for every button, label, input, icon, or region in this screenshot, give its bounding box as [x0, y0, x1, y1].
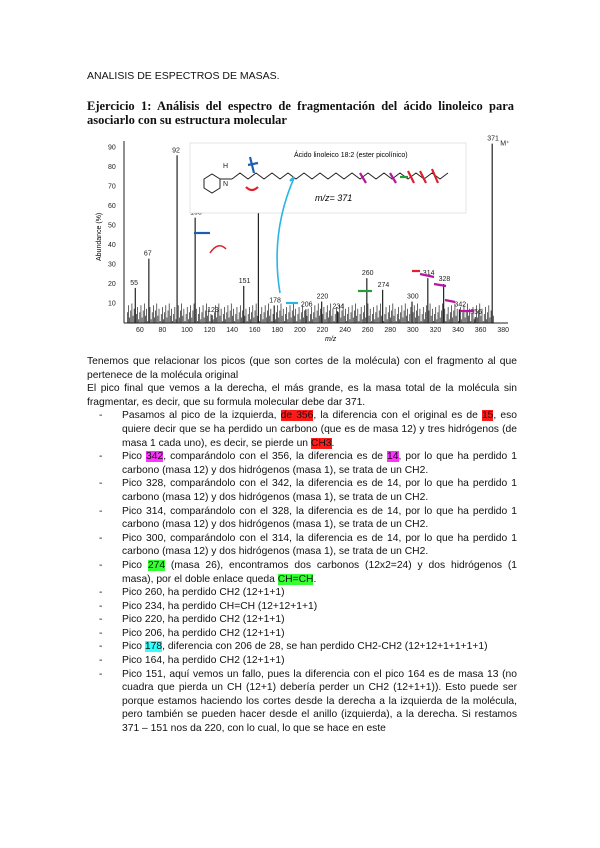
svg-text:N: N — [223, 181, 229, 188]
list-text: Pico 234, ha perdido CH=CH (12+12+1+1) — [122, 600, 318, 612]
x-tick-label: 140 — [226, 327, 238, 334]
y-tick-label: 30 — [108, 261, 116, 269]
y-tick-label: 20 — [108, 281, 116, 288]
peak-label: 260 — [361, 270, 374, 278]
x-tick-label: 160 — [248, 327, 261, 334]
peak-label: 206 — [300, 301, 313, 309]
peak-label: 356 — [470, 309, 482, 317]
peak-label: 220 — [316, 293, 329, 301]
y-tick-label: 70 — [108, 183, 116, 191]
list-text: Pico — [122, 641, 145, 653]
svg-text:H: H — [223, 163, 229, 170]
x-tick-label: 120 — [203, 327, 216, 334]
list-text: , la diferencia con el original es de — [313, 410, 482, 422]
x-tick-label: 80 — [158, 327, 167, 334]
x-tick-label: 280 — [384, 327, 397, 334]
x-tick-label: 260 — [361, 327, 374, 334]
list-text: Pico 220, ha perdido CH2 (12+1+1) — [122, 614, 285, 626]
y-axis-label: Abundance (%) — [96, 212, 103, 261]
x-tick-label: 200 — [294, 327, 306, 334]
highlighted-value: 15 — [481, 410, 494, 422]
y-tick-label: 90 — [108, 144, 116, 152]
peak-label: 178 — [269, 297, 281, 305]
body-text — [87, 355, 517, 736]
x-tick-label: 320 — [429, 327, 442, 334]
list-item — [87, 477, 517, 504]
highlighted-value: 342 — [146, 451, 164, 463]
x-tick-label: 380 — [497, 327, 510, 334]
list-text: Pico 300, comparándolo con el 314, la diferencia es de 14, por lo que ha perdido 1 carbono (masa 12) y dos hidrógenos (masa 1), se trata de un CH2. — [122, 532, 517, 558]
peak-label: M⁺ — [500, 140, 510, 148]
x-tick-label: 300 — [407, 327, 419, 334]
list-text: (masa 26), encontramos dos carbonos (12x2=24) y dos hidrógenos (1 masa), por el doble enlace queda — [122, 559, 517, 585]
list-text: , eso quiere decir que se ha perdido un carbono (que es de masa 12) y tres hidrógenos (de masa 1 cada uno), es decir, se pierde un — [122, 410, 517, 449]
list-text: , diferencia con 206 de 28, se han perdido CH2-CH2 (12+12+1+1+1+1) — [162, 641, 488, 653]
y-tick-label: 10 — [108, 300, 116, 308]
x-tick-label: 60 — [135, 327, 144, 334]
peak-label: 300 — [407, 293, 419, 301]
peak-label: 328 — [438, 276, 451, 283]
peak-label: 234 — [332, 303, 345, 311]
list-text: Pasamos al pico de la izquierda, — [122, 410, 281, 422]
list-text: , por lo que ha perdido 1 carbono (masa 12) y dos hidrógenos (masa 1), se trata de un CH2. — [122, 451, 517, 476]
list-item — [87, 627, 517, 641]
x-tick-label: 240 — [339, 327, 351, 334]
y-tick-label: 60 — [108, 203, 116, 210]
list-item — [87, 532, 517, 559]
highlighted-value: 274 — [147, 559, 166, 571]
peak-label: 123 — [207, 307, 219, 315]
list-text: Pico 328, comparándolo con el 342, la diferencia es de 14, por lo que ha perdido 1 carbono (masa 12) y dos hidrógenos (masa 1), se trata de un CH2. — [122, 478, 517, 503]
list-item — [87, 600, 517, 614]
highlighted-value: CH=CH — [277, 573, 314, 585]
list-text: . — [331, 437, 335, 449]
peak-label: 92 — [172, 147, 180, 155]
list-item — [87, 613, 517, 627]
y-tick-label: 80 — [108, 164, 116, 171]
x-tick-label: 360 — [474, 327, 487, 334]
inset-mz: m/z= 371 — [315, 193, 353, 203]
x-tick-label: 220 — [316, 327, 329, 334]
mass-spectrum-figure — [90, 133, 514, 345]
peak-label: 55 — [130, 279, 139, 287]
peak-label: 151 — [238, 277, 251, 285]
x-axis-label: m/z — [325, 336, 337, 343]
peak-label: 67 — [143, 250, 152, 258]
list-text: Pico — [122, 451, 147, 463]
list-item — [87, 640, 517, 654]
paragraph: El pico final que vemos a la derecha, el más grande, es la masa total de la molécula sin fragmentar, es decir, que su formula molecular debe dar 371. — [87, 383, 517, 408]
list-item — [87, 668, 517, 736]
highlighted-value: de 356 — [280, 410, 314, 422]
list-text: Pico 314, comparándolo con el 328, la diferencia es de 14, por lo que ha perdido 1 carbono (masa 12) y dos hidrógenos (masa 1), se trata de un CH2. — [122, 505, 517, 531]
highlighted-value: CH3 — [310, 437, 332, 449]
peak-label: 274 — [377, 281, 390, 289]
page-title: ANALISIS DE ESPECTROS DE MASAS. — [87, 70, 280, 82]
list-text: Pico 164, ha perdido CH2 (12+1+1) — [122, 655, 285, 667]
peak-label: 342 — [454, 301, 467, 309]
x-tick-label: 180 — [271, 327, 284, 334]
list-item — [87, 559, 517, 586]
list-item — [87, 450, 517, 477]
highlighted-value: 14 — [387, 451, 399, 463]
list-text: , comparándolo con el 356, la diferencia es de — [163, 451, 388, 463]
list-text: . — [313, 573, 317, 585]
list-text: Pico 260, ha perdido CH2 (12+1+1) — [122, 587, 285, 599]
list-item — [87, 409, 517, 450]
y-tick-label: 40 — [108, 242, 116, 249]
peak-label: 371 — [487, 135, 499, 143]
list-item — [87, 654, 517, 668]
peak-list — [87, 409, 517, 735]
list-item — [87, 505, 517, 532]
x-tick-label: 340 — [452, 327, 464, 334]
list-item — [87, 586, 517, 600]
list-text: Pico 206, ha perdido CH2 (12+1+1) — [122, 627, 285, 639]
y-tick-label: 50 — [108, 222, 116, 230]
paragraph: Tenemos que relacionar los picos (que son cortes de la molécula) con el fragmento al que pertenece de la molécula original — [87, 356, 517, 381]
highlighted-value: 178 — [144, 641, 163, 653]
peak-label: 314 — [422, 270, 435, 278]
inset-title: Ácido linoleico 18:2 (ester picolínico) — [294, 152, 408, 159]
list-text: Pico 151, aquí vemos un fallo, pues la diferencia con el pico 164 es de masa 13 (no cuadra que pierda un CH (12+1) debería perder un CH2 (12+1+1)). Esto puede ser porque estamos haciendo los cortes desde la derecha a la izquierda de la molécula, pero también se pueden hacer desde el anillo (izquierda), a la derecha. Si restamos 371 – 151 nos da 220, con lo cual, lo que se hace en este — [122, 668, 517, 735]
list-text: Pico — [122, 559, 148, 571]
x-tick-label: 100 — [181, 327, 193, 334]
exercise-heading: Ejercicio 1: Análisis del espectro de fragmentación del ácido linoleico para asociarlo con su estructura molecular — [87, 99, 514, 127]
